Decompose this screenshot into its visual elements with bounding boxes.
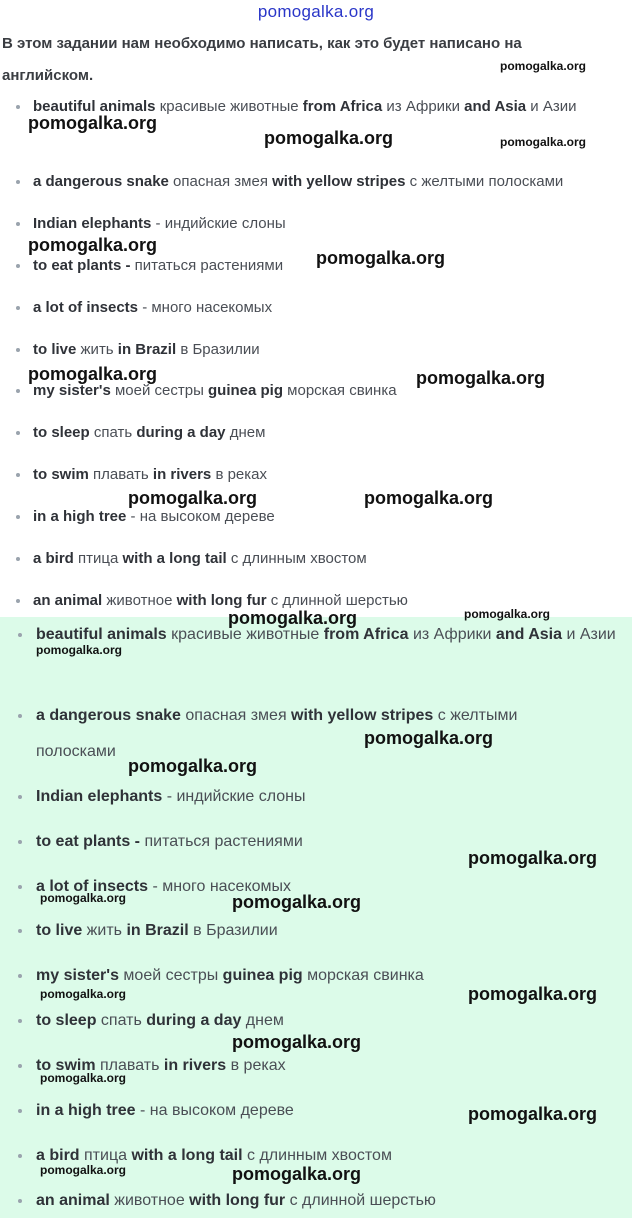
russian-translation: моей сестры [118, 967, 223, 984]
watermark: pomogalka.org [232, 1032, 362, 1052]
list-item [33, 165, 563, 199]
english-phrase: an animal [33, 592, 103, 609]
watermark: pomogalka.org [36, 643, 123, 657]
russian-translation: птица [73, 550, 123, 567]
russian-translation: спать [89, 424, 137, 441]
list-item [36, 779, 305, 815]
english-phrase: to swim [33, 466, 89, 483]
russian-translation: животное [102, 592, 177, 609]
bullet-icon [18, 974, 22, 978]
list-item [36, 698, 596, 770]
watermark: pomogalka.org [364, 728, 494, 748]
english-phrase: my sister's [36, 967, 119, 984]
english-phrase: in Brazil [117, 341, 177, 358]
russian-translation: красивые животные [166, 626, 324, 643]
list-item [36, 1093, 294, 1129]
russian-translation: морская свинка [302, 967, 424, 984]
russian-translation: жить [82, 922, 127, 939]
english-phrase: to swim [36, 1057, 96, 1074]
bullet-icon [18, 929, 22, 933]
english-phrase: beautiful animals [33, 98, 156, 115]
english-phrase: a bird [33, 550, 74, 567]
russian-translation: плавать [88, 466, 153, 483]
watermark: pomogalka.org [264, 128, 394, 148]
watermark: pomogalka.org [40, 987, 127, 1001]
english-phrase: with long fur [189, 1192, 286, 1209]
english-phrase: Indian elephants [33, 215, 152, 232]
bullet-icon [16, 557, 20, 561]
list-item [33, 542, 367, 576]
bullet-icon [16, 222, 20, 226]
watermark: pomogalka.org [40, 1163, 127, 1177]
russian-translation: - на высоком дереве [126, 508, 275, 525]
watermark: pomogalka.org [28, 364, 158, 384]
english-phrase: during a day [136, 424, 226, 441]
english-phrase: a dangerous snake [33, 173, 169, 190]
russian-translation: моей сестры [110, 382, 209, 399]
english-phrase: from Africa [323, 626, 409, 643]
bullet-icon [18, 1109, 22, 1113]
english-phrase: to sleep [36, 1012, 97, 1029]
russian-translation: - много насекомых [138, 299, 273, 316]
russian-translation: опасная змея [168, 173, 273, 190]
russian-translation: в Бразилии [176, 341, 260, 358]
russian-translation: из Африки [408, 626, 496, 643]
english-phrase: a lot of insects [36, 878, 149, 895]
bullet-icon [18, 885, 22, 889]
russian-translation: с длинной шерстью [285, 1192, 436, 1209]
watermark: pomogalka.org [128, 756, 258, 776]
bullet-icon [16, 389, 20, 393]
russian-translation: в Бразилии [188, 922, 278, 939]
russian-translation: жить [76, 341, 118, 358]
russian-translation: и Азии [562, 626, 616, 643]
list-item [33, 458, 267, 492]
russian-translation: - индийские слоны [162, 788, 306, 805]
russian-translation: в реках [226, 1057, 286, 1074]
russian-translation: птица [79, 1147, 132, 1164]
english-phrase: with a long tail [122, 550, 227, 567]
russian-translation: опасная змея [180, 707, 292, 724]
english-phrase: in rivers [163, 1057, 227, 1074]
watermark: pomogalka.org [28, 113, 158, 133]
english-phrase: during a day [146, 1012, 242, 1029]
english-phrase: guinea pig [222, 967, 303, 984]
english-phrase: an animal [36, 1192, 110, 1209]
watermark: pomogalka.org [468, 848, 598, 868]
english-phrase: Indian elephants [36, 788, 163, 805]
bullet-icon [16, 348, 20, 352]
watermark: pomogalka.org [500, 59, 587, 73]
bullet-icon [16, 306, 20, 310]
english-phrase: with a long tail [131, 1147, 243, 1164]
bullet-icon [18, 714, 22, 718]
bullet-icon [18, 1064, 22, 1068]
english-phrase: with yellow stripes [291, 707, 434, 724]
list-item [36, 1183, 436, 1219]
russian-translation: красивые животные [155, 98, 303, 115]
russian-translation: с длинной шерстью [266, 592, 408, 609]
russian-translation: - на высоком дереве [135, 1102, 294, 1119]
russian-translation: с длинным хвостом [242, 1147, 392, 1164]
bullet-icon [16, 431, 20, 435]
bullet-icon [18, 1154, 22, 1158]
bullet-icon [18, 840, 22, 844]
russian-translation: морская свинка [283, 382, 397, 399]
english-phrase: to eat plants - [33, 257, 131, 274]
bullet-icon [16, 473, 20, 477]
english-phrase: to sleep [33, 424, 90, 441]
english-phrase: and Asia [464, 98, 527, 115]
site-title[interactable]: pomogalka.org [257, 2, 375, 21]
russian-translation: с желтыми полосками [36, 707, 518, 760]
list-item [33, 291, 272, 325]
english-phrase: to eat plants - [36, 833, 141, 850]
russian-translation: с длинным хвостом [226, 550, 367, 567]
watermark: pomogalka.org [128, 488, 258, 508]
english-phrase: beautiful animals [36, 626, 167, 643]
english-phrase: a bird [36, 1147, 80, 1164]
english-phrase: and Asia [495, 626, 563, 643]
english-phrase: a dangerous snake [36, 707, 181, 724]
russian-translation: питаться растениями [130, 257, 284, 274]
english-phrase: in a high tree [36, 1102, 136, 1119]
english-phrase: with long fur [176, 592, 267, 609]
russian-translation: из Африки [382, 98, 465, 115]
english-phrase: to live [33, 341, 77, 358]
list-item [36, 913, 278, 949]
bullet-icon [16, 180, 20, 184]
russian-translation: с желтыми полосками [405, 173, 564, 190]
list-item [36, 824, 303, 860]
watermark: pomogalka.org [500, 135, 587, 149]
russian-translation: - индийские слоны [151, 215, 286, 232]
bullet-icon [18, 795, 22, 799]
english-phrase: to live [36, 922, 83, 939]
watermark: pomogalka.org [468, 984, 598, 1004]
russian-translation: в реках [211, 466, 268, 483]
russian-translation: - много насекомых [148, 878, 292, 895]
list-item [33, 416, 265, 450]
russian-translation: спать [96, 1012, 147, 1029]
english-phrase: in a high tree [33, 508, 127, 525]
english-phrase: with yellow stripes [272, 173, 406, 190]
bullet-icon [16, 599, 20, 603]
russian-translation: днем [225, 424, 266, 441]
bullet-icon [16, 264, 20, 268]
list-item [33, 333, 260, 367]
watermark: pomogalka.org [416, 368, 546, 388]
watermark: pomogalka.org [40, 1071, 127, 1085]
english-phrase: guinea pig [208, 382, 284, 399]
watermark: pomogalka.org [364, 488, 494, 508]
russian-translation: животное [109, 1192, 190, 1209]
bullet-icon [18, 633, 22, 637]
russian-translation: плавать [95, 1057, 164, 1074]
english-phrase: my sister's [33, 382, 111, 399]
watermark: pomogalka.org [232, 1164, 362, 1184]
english-phrase: in rivers [152, 466, 212, 483]
watermark: pomogalka.org [464, 607, 551, 621]
russian-translation: питаться растениями [140, 833, 303, 850]
watermark: pomogalka.org [40, 891, 127, 905]
intro-text: В этом задании нам необходимо написать, как это будет написано на английском. [2, 35, 522, 84]
watermark: pomogalka.org [316, 248, 446, 268]
russian-translation: днем [241, 1012, 284, 1029]
russian-translation: и Азии [526, 98, 577, 115]
english-phrase: in Brazil [126, 922, 189, 939]
watermark: pomogalka.org [228, 608, 358, 628]
bullet-icon [18, 1199, 22, 1203]
bullet-icon [18, 1019, 22, 1023]
watermark: pomogalka.org [232, 892, 362, 912]
bullet-icon [16, 105, 20, 109]
watermark: pomogalka.org [468, 1104, 598, 1124]
bullet-icon [16, 515, 20, 519]
watermark: pomogalka.org [28, 235, 158, 255]
english-phrase: a lot of insects [33, 299, 139, 316]
english-phrase: from Africa [302, 98, 383, 115]
